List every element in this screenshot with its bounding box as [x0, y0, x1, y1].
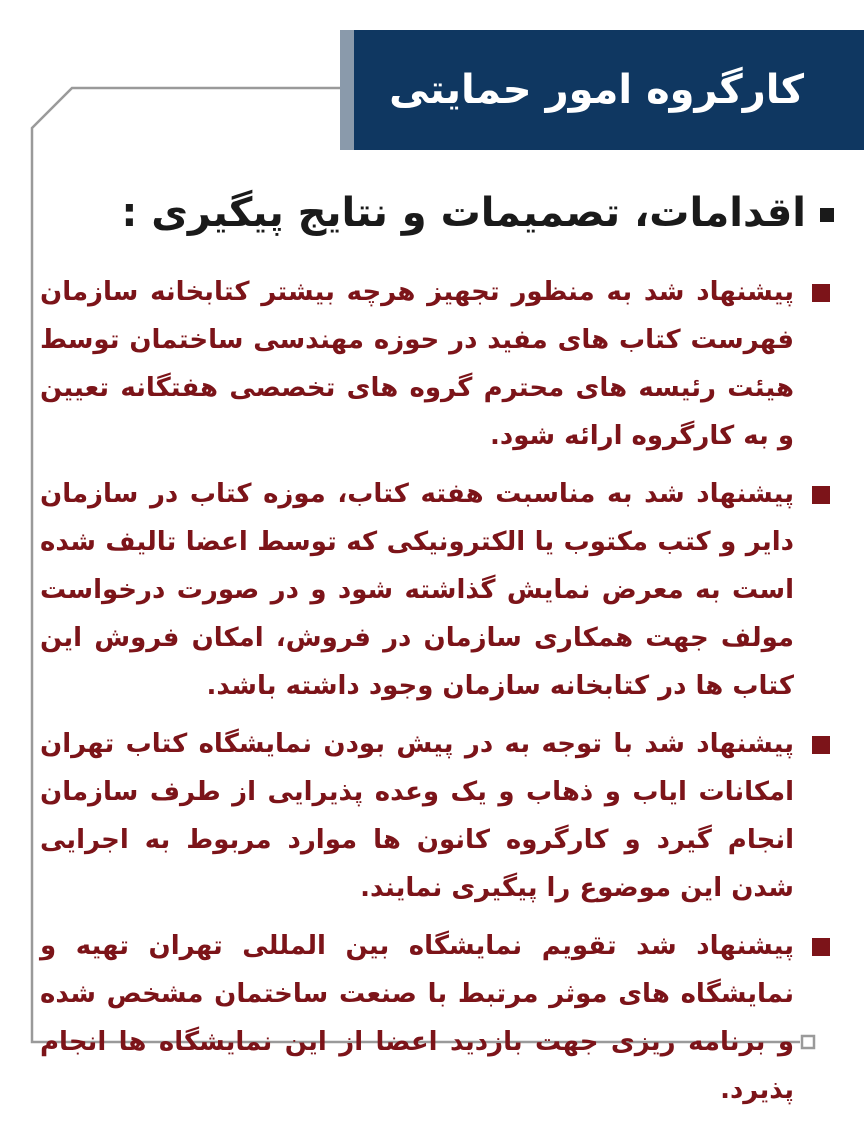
- heading-bullet-icon: [820, 208, 834, 222]
- list-item: [40, 470, 834, 710]
- list-item-text: پیشنهاد شد به مناسبت هفته کتاب، موزه کتاب در سازمان دایر و کتب مکتوب یا الکترونیکی که توسط اعضا تالیف شده است به معرض نمایش گذاشته شود و در صورت درخواست مولف جهت همکاری سازمان در فروش، امکان فروش این کتاب ها در کتابخانه سازمان وجود داشته باشد.: [40, 479, 794, 701]
- section-heading: [114, 190, 834, 236]
- bullet-square-icon: [812, 486, 830, 504]
- section-heading-text: اقدامات، تصمیمات و نتایج پیگیری :: [121, 190, 806, 236]
- bullet-square-icon: [812, 284, 830, 302]
- header-accent-stripe: [340, 30, 354, 150]
- list-item: [40, 268, 834, 460]
- page-title: کارگروه امور حمایتی: [389, 67, 804, 113]
- bullet-square-icon: [812, 736, 830, 754]
- bullet-square-icon: [812, 938, 830, 956]
- list-item-text: پیشنهاد شد به منظور تجهیز هرچه بیشتر کتابخانه سازمان فهرست کتاب های مفید در حوزه مهندسی ساختمان توسط هیئت رئیسه های محترم گروه های تخصصی هفتگانه تعیین و به کارگروه ارائه شود.: [40, 277, 794, 451]
- list-item: [40, 922, 834, 1114]
- list-item: [40, 720, 834, 912]
- list-item-text: پیشنهاد شد تقویم نمایشگاه بین المللی تهران تهیه و نمایشگاه های موثر مرتبط با صنعت ساختمان مشخص شده و برنامه ریزی جهت بازدید اعضا از این نمایشگاه ها انجام پذیرد.: [40, 931, 794, 1105]
- list-item-text: پیشنهاد شد با توجه به در پیش بودن نمایشگاه کتاب تهران امکانات ایاب و ذهاب و یک وعده پذیرایی از طرف سازمان انجام گیرد و کارگروه کانون ها موارد مربوط به اجرایی شدن این موضوع را پیگیری نمایند.: [40, 729, 794, 903]
- decision-list: [40, 268, 834, 1124]
